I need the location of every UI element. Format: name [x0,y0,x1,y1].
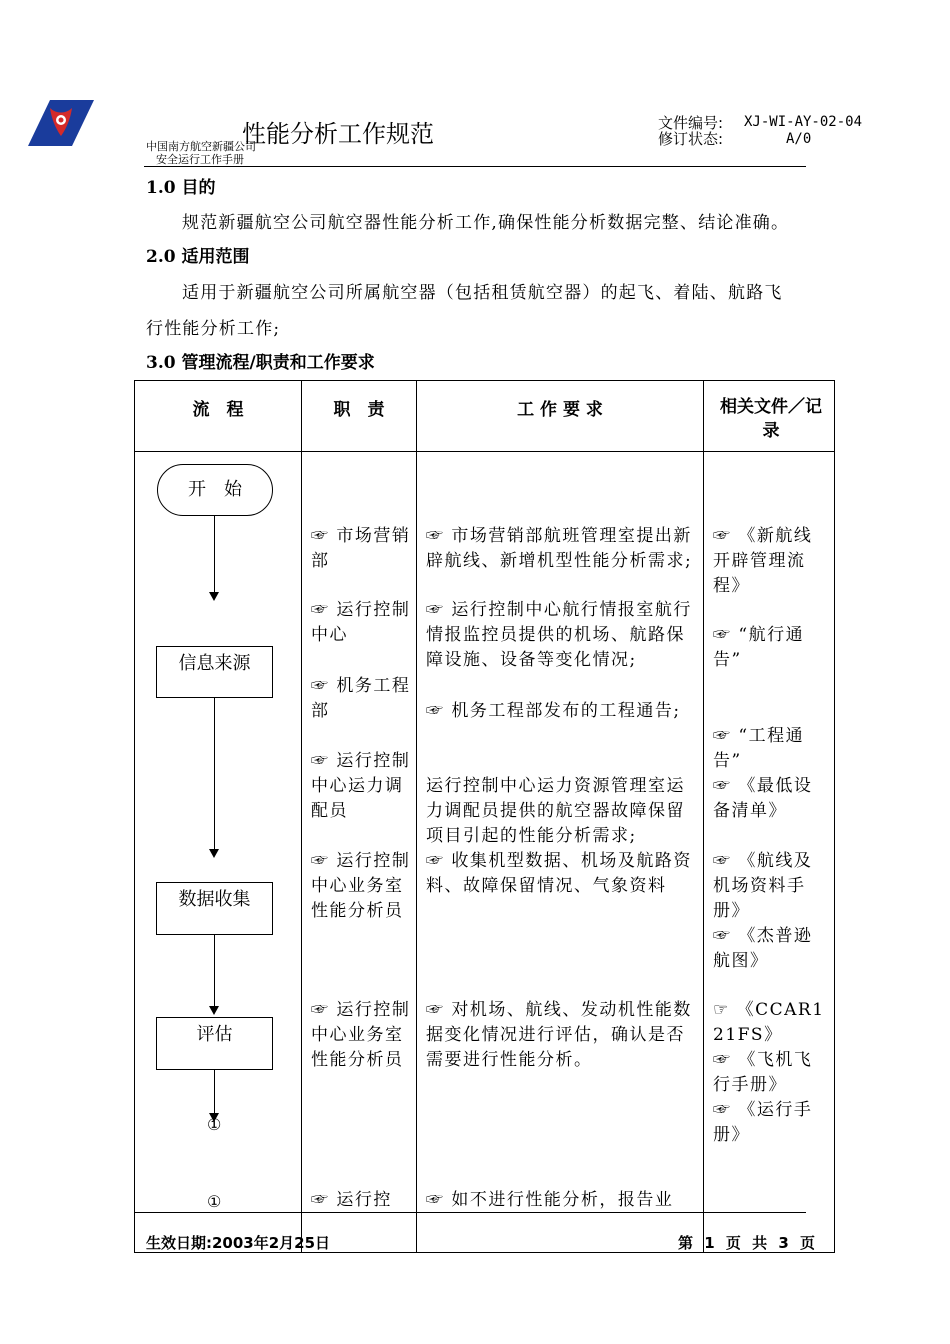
resp-continued: ☞ 运行控 [311,1190,392,1210]
req-engineering-notice: ☞ 机务工程部发布的工程通告; [426,701,681,721]
footer-divider [134,1212,806,1213]
revision-value: A/0 [786,131,812,147]
doc-number-value: XJ-WI-AY-02-04 [744,114,863,130]
doc-new-route-procedure: ☞ 《新航线开辟管理流程》 [713,526,813,596]
responsibility-cell [302,452,417,1253]
flow-start: 开 始 [157,464,273,516]
resp-operations-control: ☞ 运行控制中心 [311,600,411,645]
req-continued: ☞ 如不进行性能分析，报告业 [426,1190,674,1210]
resp-performance-analyst-1: ☞ 运行控制中心业务室性能分析员 [311,851,411,921]
doc-jeppesen-charts: ☞ 《杰普逊航图》 [713,926,813,971]
effective-date: 生效日期:2003年2月25日 [146,1234,331,1252]
section-2-text-line-2: 行性能分析工作; [146,319,281,339]
document-title: 性能分析工作规范 [242,120,434,148]
doc-operations-manual: ☞ 《运行手册》 [713,1100,813,1145]
requirements-cell [417,452,704,1253]
page-number: 第 1 页 共 3 页 [678,1234,815,1252]
doc-route-airport-manual: ☞ 《航线及机场资料手册》 [713,851,813,921]
req-marketing: ☞ 市场营销部航班管理室提出新辟航线、新增机型性能分析需求; [426,526,693,571]
company-logo [28,100,94,146]
doc-notam: ☞ “航行通告” [713,625,805,670]
header-flow: 流 程 [135,381,302,452]
section-1-heading: 1.0 目的 [146,178,216,198]
doc-mel: ☞ 《最低设备清单》 [713,776,813,821]
flow-step-info-source: 信息来源 [156,646,273,698]
section-2-text-line-1: 适用于新疆航空公司所属航空器（包括租赁航空器）的起飞、着陆、航路飞 [182,283,783,303]
req-data-collection: ☞ 收集机型数据、机场及航路资料、故障保留情况、气象资料 [426,851,692,896]
flow-connector-bottom: ① [207,1192,222,1211]
header-requirements: 工 作 要 求 [417,381,704,452]
flow-line [214,934,215,1006]
section-2-heading: 2.0 适用范围 [146,247,250,267]
doc-aircraft-flight-manual: ☞ 《飞机飞行手册》 [713,1050,813,1095]
flow-line [214,1069,215,1115]
company-line-1: 中国南方航空新疆公司 [146,140,256,153]
flow-connector-top: ① [207,1115,222,1134]
header-documents: 相关文件／记录 [704,381,835,452]
revision-label: 修订状态: [658,130,724,148]
flow-line [214,515,215,592]
flow-arrow [209,849,219,858]
req-aeronautical-info: ☞ 运行控制中心航行情报室航行情报监控员提供的机场、航路保障设施、设备等变化情况; [426,600,692,670]
process-table [134,380,835,1253]
header-responsibility: 职 责 [302,381,417,452]
resp-performance-analyst-2: ☞ 运行控制中心业务室性能分析员 [311,1000,411,1070]
section-1-text: 规范新疆航空公司航空器性能分析工作,确保性能分析数据完整、结论准确。 [182,213,790,233]
flow-arrow [209,1006,219,1015]
flow-line [214,697,215,849]
doc-ccar121fs: ☞ 《CCAR121FS》 [713,1000,825,1045]
header-divider [144,166,806,167]
company-line-2: 安全运行工作手册 [156,153,244,166]
documents-cell [704,452,835,1253]
doc-engineering-notice: ☞ “工程通告” [713,726,805,771]
resp-capacity-dispatcher: ☞ 运行控制中心运力调配员 [311,751,411,821]
flow-step-data-collection: 数据收集 [156,882,273,935]
req-evaluation: ☞ 对机场、航线、发动机性能数据变化情况进行评估，确认是否需要进行性能分析。 [426,1000,692,1070]
doc-number-label: 文件编号: [658,114,724,132]
company-name [146,140,256,166]
resp-marketing: ☞ 市场营销部 [311,526,411,571]
flow-cell [135,452,302,1253]
flow-step-evaluation: 评估 [156,1017,273,1070]
req-mel-deferral: 运行控制中心运力资源管理室运力调配员提供的航空器故障保留项目引起的性能分析需求; [426,776,685,846]
resp-engineering: ☞ 机务工程部 [311,676,411,721]
flow-arrow [209,592,219,601]
section-3-heading: 3.0 管理流程/职责和工作要求 [146,353,375,373]
